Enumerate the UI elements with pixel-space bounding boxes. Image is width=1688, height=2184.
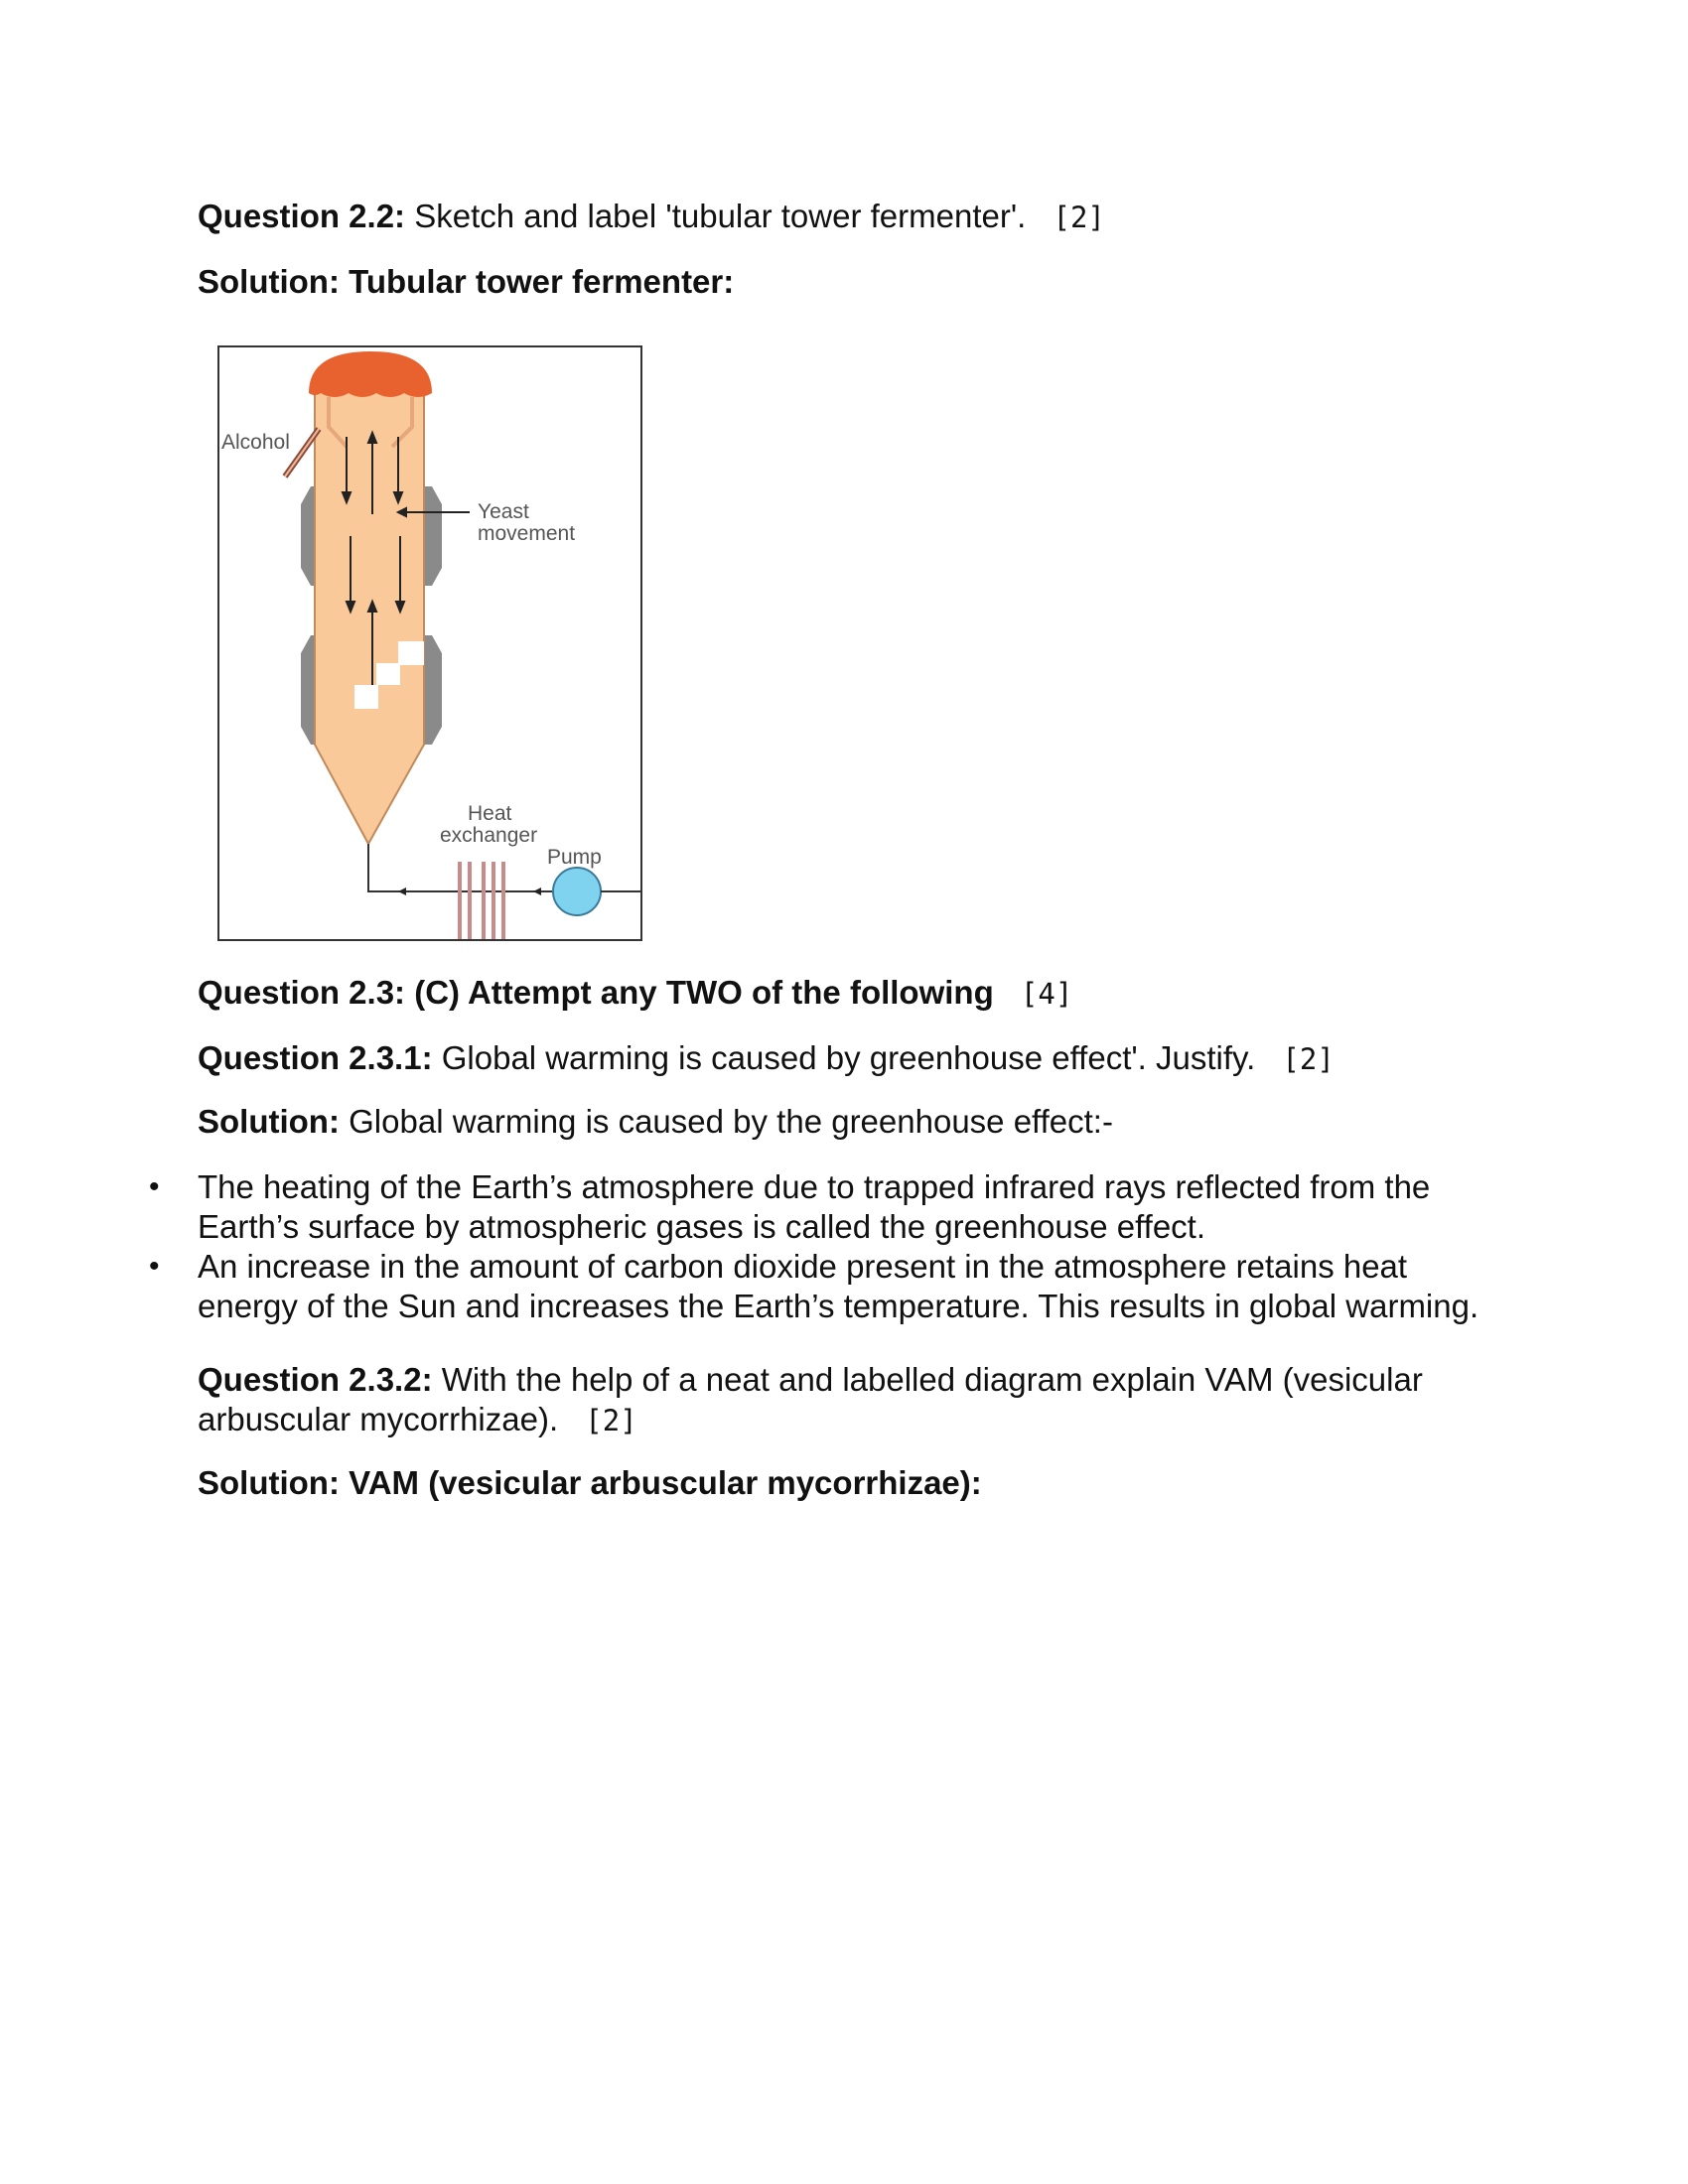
overlay-block-1: [398, 641, 424, 665]
solution-text: Global warming is caused by the greenhouse effect:-: [349, 1103, 1113, 1140]
question-text: Sketch and label 'tubular tower fermenter'.: [414, 198, 1027, 234]
marks-badge: [2]: [585, 1404, 637, 1437]
solution-2-3-1: [198, 1102, 1113, 1142]
fermenter-diagram: [219, 347, 640, 939]
solution-label: Solution:: [198, 263, 340, 300]
list-item-text: The heating of the Earth’s atmosphere due to trapped infrared rays reflected from the Earth’s surface by atmospheric gases is called the greenhouse effect.: [198, 1168, 1431, 1245]
question-2-3-1: [198, 1038, 1335, 1079]
question-text: Global warming is caused by greenhouse effect'. Justify.: [441, 1039, 1256, 1076]
list-item-text: An increase in the amount of carbon dioxide present in the atmosphere retains heat energy of the Sun and increases the Earth’s temperature. This results in global warming.: [198, 1248, 1479, 1324]
question-label: Question 2.2:: [198, 198, 406, 234]
question-text: (C) Attempt any TWO of the following: [414, 974, 994, 1011]
question-label: Question 2.3:: [198, 974, 406, 1011]
question-text: With the help of a neat and labelled diagram explain VAM (vesicular: [441, 1361, 1423, 1398]
heat-exchanger: [458, 862, 505, 939]
marks-badge: [4]: [1020, 977, 1073, 1011]
solution-heading: Tubular tower fermenter:: [349, 263, 735, 300]
solution-bullet-list: [0, 1167, 1688, 1326]
question-label: Question 2.3.2:: [198, 1361, 433, 1398]
list-item: [0, 1167, 1508, 1247]
marks-badge: [2]: [1053, 201, 1105, 234]
bullet-icon: •: [149, 1170, 160, 1203]
overlay-block-3: [354, 685, 378, 709]
tubular-tower-fermenter-figure: [217, 345, 642, 941]
question-text-continued: arbuscular mycorrhizae).: [198, 1401, 559, 1437]
return-arrow-right: [533, 887, 541, 895]
pump-label: Pump: [547, 846, 602, 869]
alcohol-label: Alcohol: [221, 431, 290, 454]
overlay-block-2: [376, 663, 400, 685]
yeast-label-line2: movement: [478, 522, 576, 545]
yeast-label-line1: Yeast: [478, 500, 529, 523]
tower-body: [315, 391, 424, 844]
solution-heading: VAM (vesicular arbuscular mycorrhizae):: [349, 1464, 982, 1501]
heat-label-line2: exchanger: [440, 824, 538, 847]
marks-badge: [2]: [1282, 1042, 1335, 1076]
question-label: Question 2.3.1:: [198, 1039, 433, 1076]
alcohol-outlet-pipe-inner: [285, 429, 319, 477]
solution-label: Solution:: [198, 1464, 340, 1501]
solution-label: Solution:: [198, 1103, 340, 1140]
question-2-3-2-line2: [198, 1400, 637, 1440]
solution-2-2: [198, 262, 734, 302]
solution-2-3-2: [198, 1463, 982, 1503]
question-2-3-2-line1: [198, 1360, 1423, 1400]
pump-icon: [553, 868, 601, 915]
question-2-3: [198, 973, 1072, 1014]
tower-cap: [309, 351, 432, 397]
list-item: [0, 1247, 1508, 1326]
return-arrow-left: [398, 887, 406, 895]
heat-label-line1: Heat: [468, 802, 512, 825]
question-2-2: [198, 197, 1105, 237]
bullet-icon: •: [149, 1250, 160, 1283]
